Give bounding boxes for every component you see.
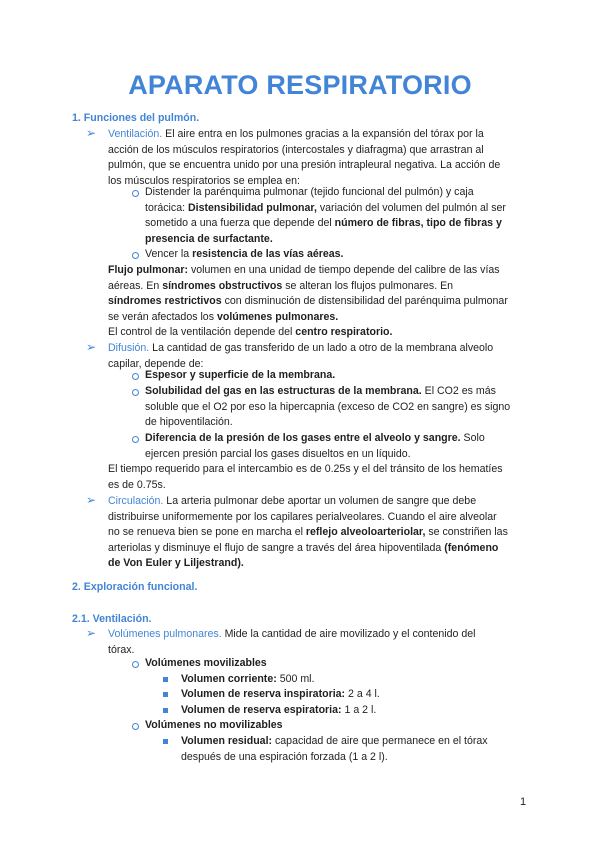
arrow-bullet-icon: ➢: [86, 126, 97, 140]
square-bullet-icon: [163, 708, 168, 713]
square-bullet-icon: [163, 692, 168, 697]
circle-bullet-icon: [132, 436, 139, 443]
page-number: 1: [520, 796, 527, 808]
circle-bullet-icon: [132, 252, 139, 259]
subsection-2-1-heading: 2.1. Ventilación.: [72, 613, 152, 625]
ventilacion-term: Ventilación.: [108, 128, 163, 140]
ventilacion-bullet-distensibilidad: Distender la parénquima pulmonar (tejido funcional del pulmón) y caja torácica: Distensibilidad pulmonar, variación del volumen del pulmón al ser sometido a una fuerza que depende del número de fibras, tipo de fibras y presencia de surfactante.: [145, 186, 506, 245]
circle-bullet-icon: [132, 373, 139, 380]
volumenes-term: Volúmenes pulmonares.: [108, 628, 222, 640]
section-2-heading: 2. Exploración funcional.: [72, 581, 198, 593]
difusion-paragraph: Difusión. La cantidad de gas transferido de un lado a otro de la membrana alveolo capilar, depende de:: [108, 342, 494, 370]
circle-bullet-icon: [132, 723, 139, 730]
flujo-pulmonar-paragraph: Flujo pulmonar: volumen en una unidad de tiempo depende del calibre de las vías aéreas. En síndromes obstructivos se alteran los flujos pulmonares. En síndromes restrictivos con disminución de distensibilidad del parénquima pulmonar se verán afectados los volúmenes pulmonares. El control de la ventilación depende del centro respiratorio.: [108, 264, 508, 339]
difusion-term: Difusión.: [108, 342, 150, 354]
difusion-bullet-presion: Diferencia de la presión de los gases entre el alveolo y sangre. Solo ejercen presión parcial los gases disueltos en un líquido.: [145, 432, 485, 460]
square-bullet-icon: [163, 739, 168, 744]
difusion-tiempo-paragraph: El tiempo requerido para el intercambio es de 0.25s y el del tránsito de los hematíes es de 0.75s.: [108, 463, 503, 491]
list-item: Volumen residual: capacidad de aire que permanece en el tórax después de una espiración forzada (1 a 2 l).: [181, 735, 488, 763]
list-item: Volumen corriente: 500 ml.: [181, 673, 315, 685]
list-item: Volumen de reserva espiratoria: 1 a 2 l.: [181, 704, 377, 716]
circle-bullet-icon: [132, 389, 139, 396]
circle-bullet-icon: [132, 661, 139, 668]
circle-bullet-icon: [132, 190, 139, 197]
volumenes-pulmonares-paragraph: Volúmenes pulmonares. Mide la cantidad de aire movilizado y el contenido del tórax.: [108, 628, 476, 656]
list-item: Volumen de reserva inspiratoria: 2 a 4 l.: [181, 688, 380, 700]
no-movilizables-heading: Volúmenes no movilizables: [145, 719, 283, 731]
section-1-heading: 1. Funciones del pulmón.: [72, 112, 200, 124]
circulacion-paragraph: Circulación. La arteria pulmonar debe aportar un volumen de sangre que debe distribuirse uniformemente por los capilares perialveolares. Cuando el aire alveolar no se renueva bien se pone en marcha el reflejo alveoloarteriolar, se constriñen las arteriolas y disminuye el flujo de sangre a través del área hipoventilada (fenómeno de Von Euler y Liljestrand).: [108, 495, 508, 570]
arrow-bullet-icon: ➢: [86, 340, 97, 354]
ventilacion-bullet-resistencia: Vencer la resistencia de las vías aéreas.: [145, 248, 344, 260]
difusion-bullet-solubilidad: Solubilidad del gas en las estructuras de la membrana. El CO2 es más soluble que el O2 por eso la hipercapnia (exceso de CO2 en sangre) es signo de hipoventilación.: [145, 385, 511, 429]
page-title: APARATO RESPIRATORIO: [128, 70, 472, 100]
circulacion-term: Circulación.: [108, 495, 164, 507]
movilizables-heading: Volúmenes movilizables: [145, 657, 267, 669]
difusion-bullet-espesor: Espesor y superficie de la membrana.: [145, 369, 336, 381]
arrow-bullet-icon: ➢: [86, 493, 97, 507]
arrow-bullet-icon: ➢: [86, 626, 97, 640]
square-bullet-icon: [163, 677, 168, 682]
ventilacion-paragraph: Ventilación. El aire entra en los pulmones gracias a la expansión del tórax por la acción de los músculos respiratorios (intercostales y diafragma) que arrastran al pulmón, que se encuentra unido por una presión intrapleural negativa. La acción de los músculos respiratorios se emplea en:: [108, 128, 501, 187]
